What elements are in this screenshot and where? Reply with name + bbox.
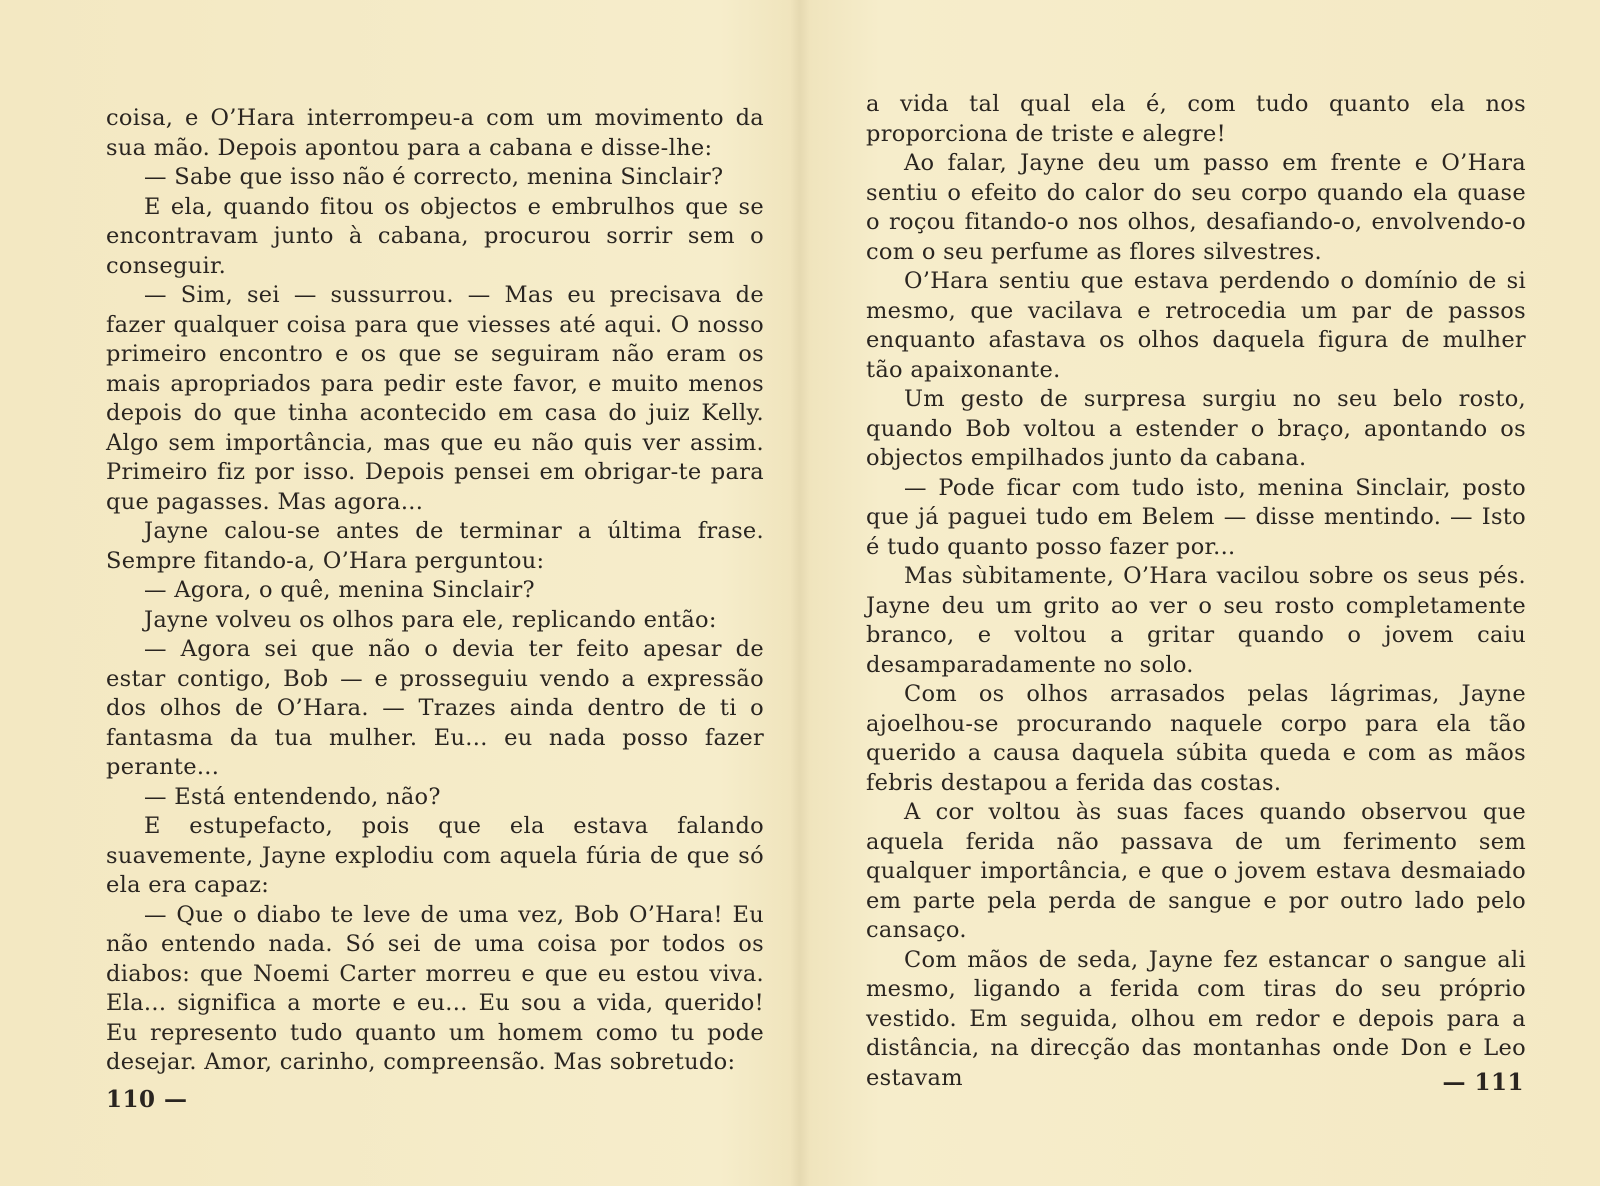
paragraph: — Pode ficar com tudo isto, menina Sinclair, posto que já paguei tudo em Belem — disse mentindo. — Isto é tudo quanto posso fazer por... xyxy=(866,474,1526,560)
paragraph: E estupefacto, pois que ela estava falando suavemente, Jayne explodiu com aquela fúria de que só ela era capaz: xyxy=(106,813,764,898)
paragraph: Jayne volveu os olhos para ele, replicando então: xyxy=(144,606,717,633)
paragraph: — Sim, sei — sussurrou. — Mas eu precisava de fazer qualquer coisa para que viesses até aqui. O nosso primeiro encontro e os que se seguiram não eram os mais apropriados para pedir este favor, e muito menos depois do que tinha acontecido em casa do juiz Kelly. Algo sem importância, mas que eu não quis ver assim. Primeiro fiz por isso. Depois pensei em obrigar-te para que pagasses. Mas agora... xyxy=(106,282,764,515)
left-page-text xyxy=(106,104,764,1078)
paragraph: Ao falar, Jayne deu um passo em frente e O’Hara sentiu o efeito do calor do seu corpo quando ela quase o roçou fitando-o nos olhos, desafiando-o, envolvendo-o com o seu perfume as flores silvestres. xyxy=(866,150,1526,265)
paragraph: O’Hara sentiu que estava perdendo o domínio de si mesmo, que vacilava e retrocedia um par de passos enquanto afastava os olhos daquela figura de mulher tão apaixonante. xyxy=(866,268,1526,383)
paragraph: Com os olhos arrasados pelas lágrimas, Jayne ajoelhou-se procurando naquele corpo para ela tão querido a causa daquela súbita queda e com as mãos febris destapou a ferida das costas. xyxy=(866,681,1526,796)
paragraph: — Sabe que isso não é correcto, menina Sinclair? xyxy=(144,164,724,190)
page-number-left: 110 — xyxy=(106,1086,188,1113)
page-number-right: — 111 xyxy=(1442,1069,1524,1096)
paragraph: Mas sùbitamente, O’Hara vacilou sobre os seus pés. Jayne deu um grito ao ver o seu rosto completamente branco, e voltou a gritar quando o jovem caiu desamparadamente no solo. xyxy=(866,563,1526,678)
right-page xyxy=(800,0,1600,1186)
paragraph: coisa, e O’Hara interrompeu-a com um movimento da sua mão. Depois apontou para a cabana e disse-lhe: xyxy=(106,105,764,161)
paragraph: a vida tal qual ela é, com tudo quanto ela nos proporciona de triste e alegre! xyxy=(866,91,1526,147)
paragraph: Com mãos de seda, Jayne fez estancar o sangue ali mesmo, ligando a ferida com tiras do seu próprio vestido. Em seguida, olhou em redor e depois para a distância, na direcção das montanhas onde Don e Leo estavam xyxy=(866,946,1526,1091)
right-page-text xyxy=(866,90,1526,1093)
paragraph: E ela, quando fitou os objectos e embrulhos que se encontravam junto à cabana, procurou sorrir sem o conseguir. xyxy=(106,193,764,279)
paragraph: Um gesto de surpresa surgiu no seu belo rosto, quando Bob voltou a estender o braço, apontando os objectos empilhados junto da cabana. xyxy=(866,386,1526,471)
paragraph: — Agora sei que não o devia ter feito apesar de estar contigo, Bob — e prosseguiu vendo a expressão dos olhos de O’Hara. — Trazes ainda dentro de ti o fantasma da tua mulher. Eu... eu nada posso fazer perante... xyxy=(106,636,764,780)
paragraph: A cor voltou às suas faces quando observou que aquela ferida não passava de um ferimento sem qualquer importância, e que o jovem estava desmaiado em parte pela perda de sangue e por outro lado pelo cansaço. xyxy=(866,799,1526,943)
paragraph: — Que o diabo te leve de uma vez, Bob O’Hara! Eu não entendo nada. Só sei de uma coisa por todos os diabos: que Noemi Carter morreu e que eu estou viva. Ela... significa a morte e eu... Eu sou a vida, querido! Eu represento tudo quanto um homem como tu pode desejar. Amor, carinho, compreensão. Mas sobretudo: xyxy=(106,901,764,1075)
paragraph: — Está entendendo, não? xyxy=(144,783,441,810)
paragraph: — Agora, o quê, menina Sinclair? xyxy=(144,577,535,603)
paragraph: Jayne calou-se antes de terminar a última frase. Sempre fitando-a, O’Hara perguntou: xyxy=(106,518,764,574)
